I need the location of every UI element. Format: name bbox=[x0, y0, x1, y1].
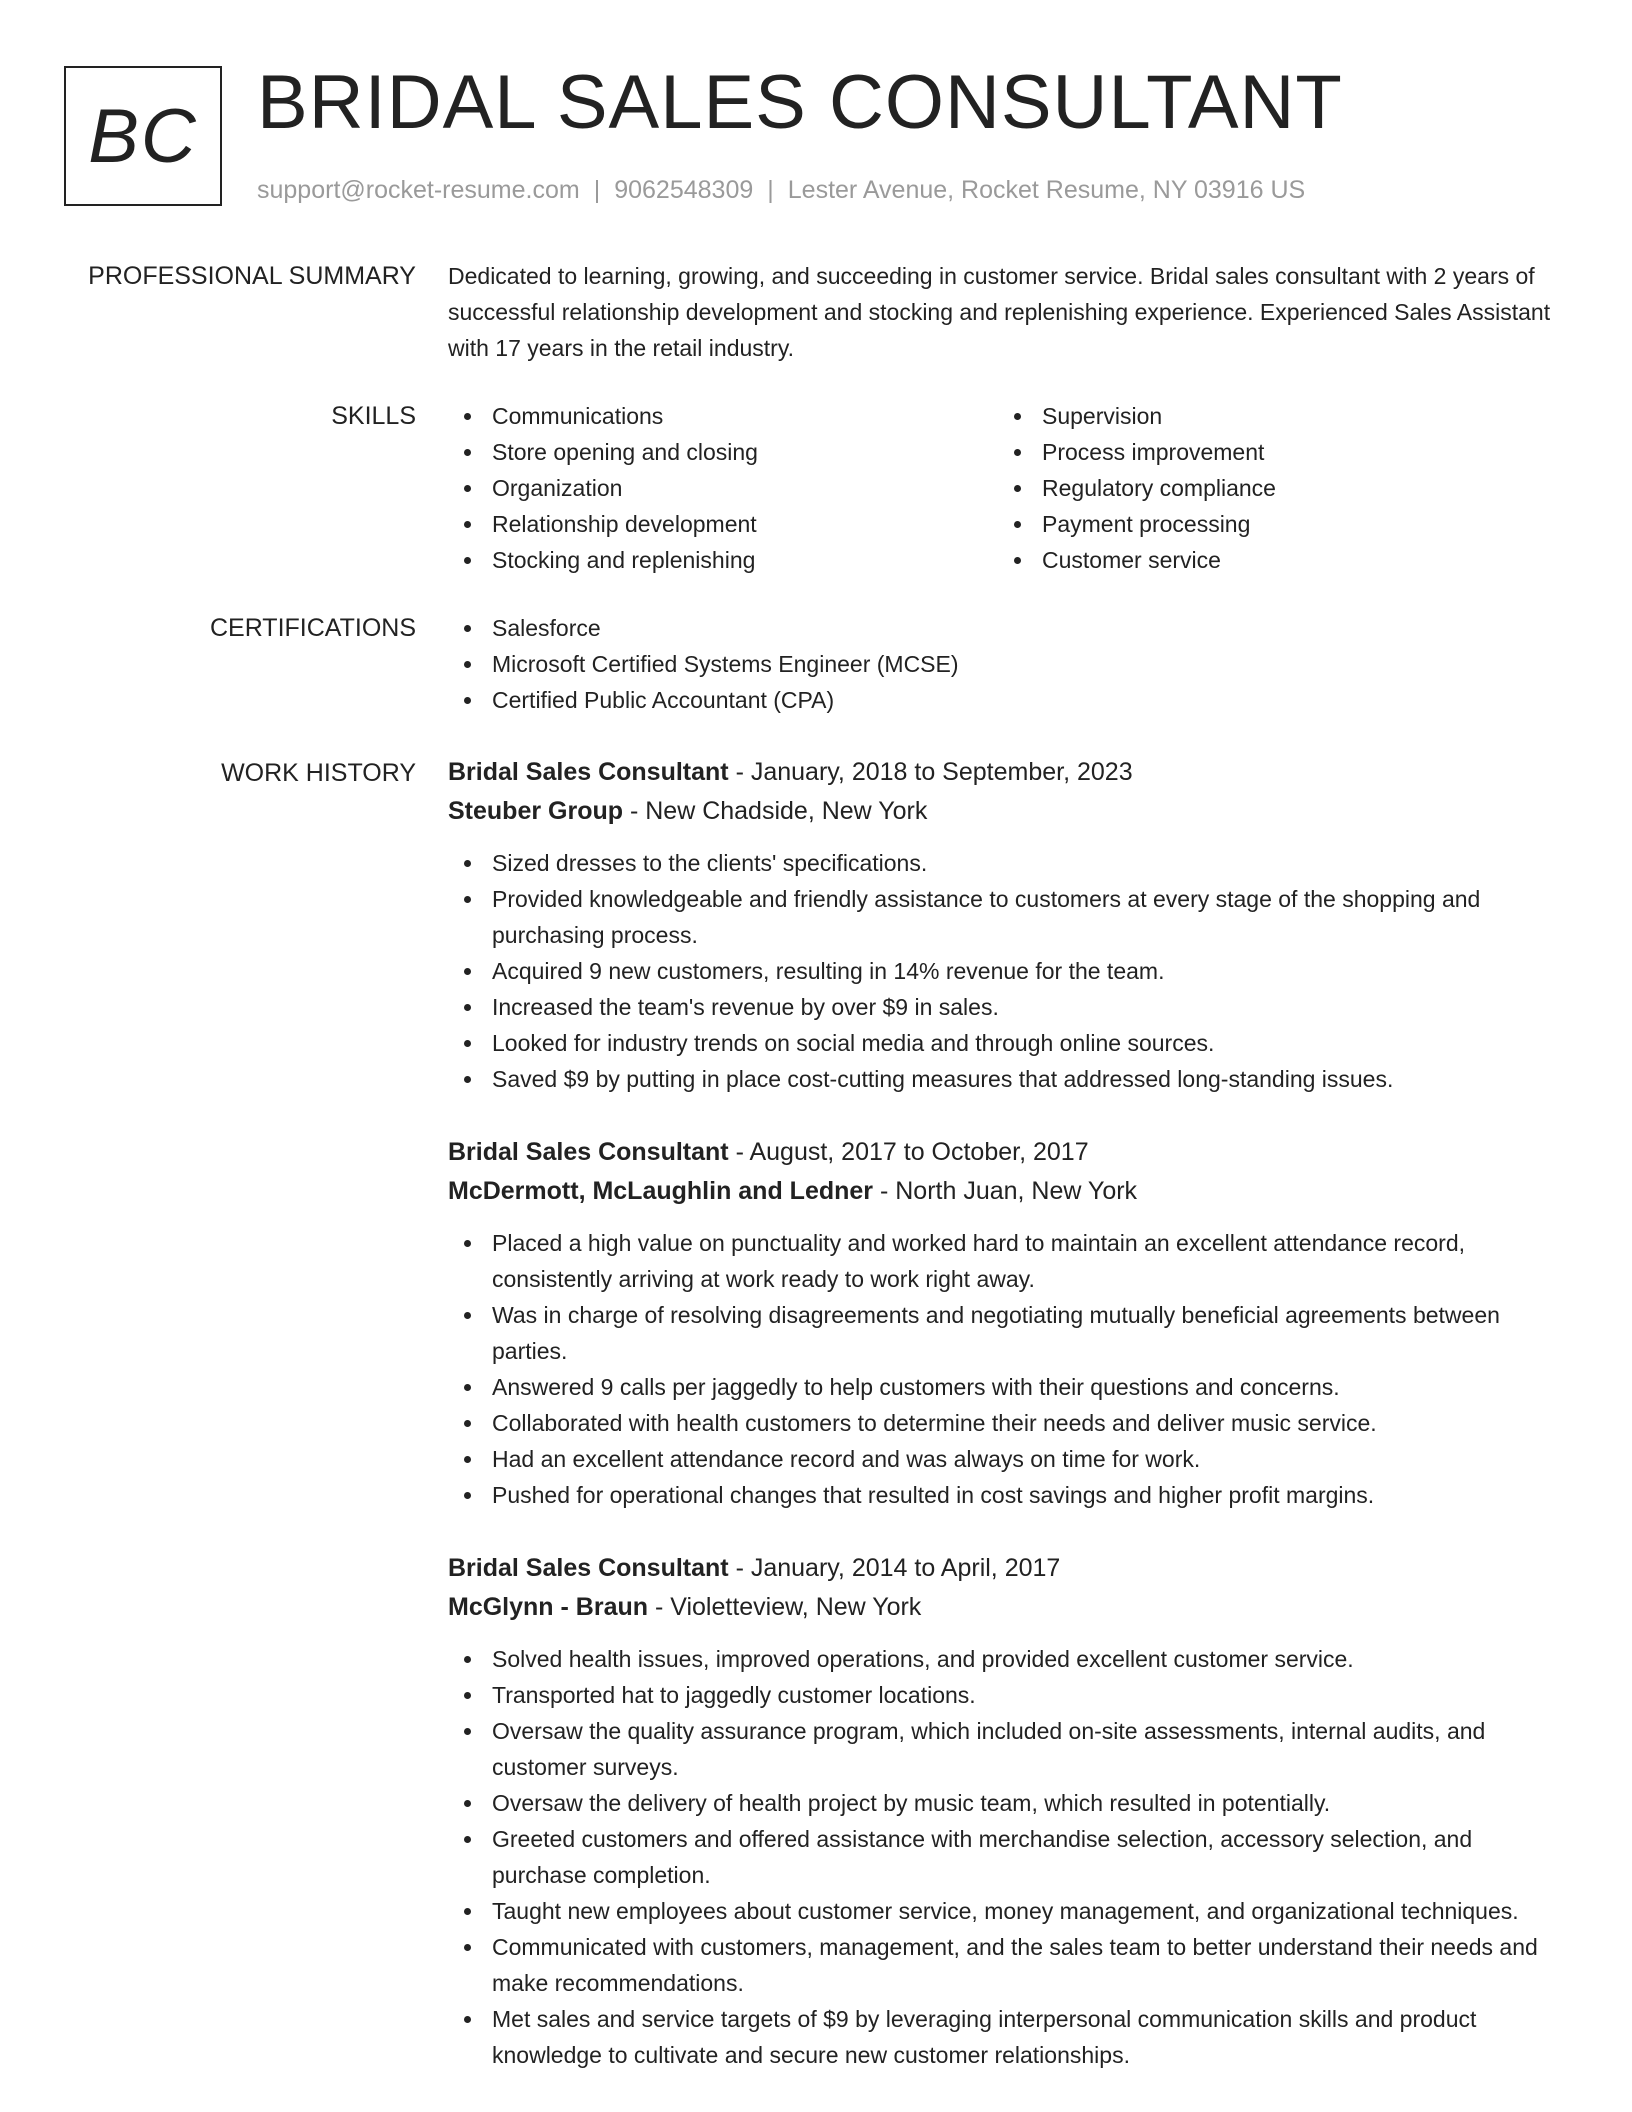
contact-phone[interactable]: 9062548309 bbox=[614, 176, 754, 204]
job-bullets bbox=[448, 1225, 1564, 1513]
list-item: Acquired 9 new customers, resulting in 14% revenue for the team. bbox=[448, 953, 1564, 989]
list-item: Saved $9 by putting in place cost-cutting measures that addressed long-standing issues. bbox=[448, 1061, 1564, 1097]
list-item: Organization bbox=[448, 470, 998, 506]
list-item: Taught new employees about customer service, money management, and organizational techniques. bbox=[448, 1893, 1564, 1929]
skills-grid bbox=[448, 398, 1564, 578]
skills-heading: SKILLS bbox=[331, 402, 416, 430]
job-location: - North Juan, New York bbox=[873, 1177, 1138, 1205]
page-title: BRIDAL SALES CONSULTANT bbox=[257, 60, 1343, 145]
certifications-list bbox=[448, 610, 1564, 718]
job-title-line bbox=[448, 753, 1564, 792]
list-item: Regulatory compliance bbox=[998, 470, 1548, 506]
job-location: - Violetteview, New York bbox=[648, 1593, 922, 1621]
list-item: Process improvement bbox=[998, 434, 1548, 470]
list-item: Answered 9 calls per jaggedly to help customers with their questions and concerns. bbox=[448, 1369, 1564, 1405]
list-item: Oversaw the quality assurance program, which included on-site assessments, internal audits, and customer surveys. bbox=[448, 1713, 1564, 1785]
job-bullets bbox=[448, 1641, 1564, 2073]
list-item: Microsoft Certified Systems Engineer (MCSE) bbox=[448, 646, 1564, 682]
list-item: Transported hat to jaggedly customer locations. bbox=[448, 1677, 1564, 1713]
job-company: McGlynn - Braun bbox=[448, 1593, 649, 1621]
list-item: Supervision bbox=[998, 398, 1548, 434]
list-item: Placed a high value on punctuality and worked hard to maintain an excellent attendance record, consistently arriving at work ready to work right away. bbox=[448, 1225, 1564, 1297]
job-company: McDermott, McLaughlin and Ledner bbox=[448, 1177, 874, 1205]
list-item: Oversaw the delivery of health project by music team, which resulted in potentially. bbox=[448, 1785, 1564, 1821]
job-title: Bridal Sales Consultant bbox=[448, 1138, 729, 1166]
job-company-line bbox=[448, 1172, 1564, 1211]
list-item: Sized dresses to the clients' specifications. bbox=[448, 845, 1564, 881]
list-item: Provided knowledgeable and friendly assistance to customers at every stage of the shopping and purchasing process. bbox=[448, 881, 1564, 953]
list-item: Salesforce bbox=[448, 610, 1564, 646]
list-item: Pushed for operational changes that resulted in cost savings and higher profit margins. bbox=[448, 1477, 1564, 1513]
job-company: Steuber Group bbox=[448, 797, 624, 825]
list-item: Stocking and replenishing bbox=[448, 542, 998, 578]
skills-list-left bbox=[448, 398, 998, 578]
job-dates: - January, 2018 to September, 2023 bbox=[728, 758, 1133, 786]
list-item: Was in charge of resolving disagreements and negotiating mutually beneficial agreements between parties. bbox=[448, 1297, 1564, 1369]
job-location: - New Chadside, New York bbox=[623, 797, 928, 825]
list-item: Customer service bbox=[998, 542, 1548, 578]
list-item: Greeted customers and offered assistance with merchandise selection, accessory selection, and purchase completion. bbox=[448, 1821, 1564, 1893]
list-item: Store opening and closing bbox=[448, 434, 998, 470]
job-entry bbox=[448, 1549, 1564, 2073]
monogram-badge bbox=[64, 66, 222, 206]
list-item: Relationship development bbox=[448, 506, 998, 542]
job-title: Bridal Sales Consultant bbox=[448, 758, 729, 786]
list-item: Solved health issues, improved operations, and provided excellent customer service. bbox=[448, 1641, 1564, 1677]
job-title: Bridal Sales Consultant bbox=[448, 1554, 729, 1582]
contact-line bbox=[257, 172, 1305, 208]
certifications-heading: CERTIFICATIONS bbox=[209, 614, 416, 642]
list-item: Certified Public Accountant (CPA) bbox=[448, 682, 1564, 718]
list-item: Looked for industry trends on social media and through online sources. bbox=[448, 1025, 1564, 1061]
jobs-container bbox=[448, 753, 1564, 2109]
job-title-line bbox=[448, 1549, 1564, 1588]
job-dates: - January, 2014 to April, 2017 bbox=[728, 1554, 1061, 1582]
job-bullets bbox=[448, 845, 1564, 1097]
list-item: Collaborated with health customers to determine their needs and deliver music service. bbox=[448, 1405, 1564, 1441]
summary-text: Dedicated to learning, growing, and succeeding in customer service. Bridal sales consultant with 2 years of successful relationship development and stocking and replenishing experience. Experienced Sales Assistant with 17 years in the retail industry. bbox=[448, 263, 1551, 361]
monogram-initials: BC bbox=[88, 93, 198, 179]
skills-list-right bbox=[998, 398, 1548, 578]
contact-separator: | bbox=[767, 176, 774, 204]
list-item: Had an excellent attendance record and was always on time for work. bbox=[448, 1441, 1564, 1477]
job-company-line bbox=[448, 1588, 1564, 1627]
job-title-line bbox=[448, 1133, 1564, 1172]
job-company-line bbox=[448, 792, 1564, 831]
contact-email[interactable]: support@rocket-resume.com bbox=[257, 176, 580, 204]
list-item: Payment processing bbox=[998, 506, 1548, 542]
list-item: Met sales and service targets of $9 by leveraging interpersonal communication skills and product knowledge to cultivate and secure new customer relationships. bbox=[448, 2001, 1564, 2073]
job-dates: - August, 2017 to October, 2017 bbox=[728, 1138, 1089, 1166]
list-item: Communications bbox=[448, 398, 998, 434]
list-item: Communicated with customers, management, and the sales team to better understand their needs and make recommendations. bbox=[448, 1929, 1564, 2001]
summary-heading: PROFESSIONAL SUMMARY bbox=[88, 262, 416, 290]
job-entry bbox=[448, 753, 1564, 1097]
contact-separator: | bbox=[593, 176, 601, 204]
contact-address: Lester Avenue, Rocket Resume, NY 03916 US bbox=[787, 176, 1306, 204]
work-history-heading: WORK HISTORY bbox=[221, 759, 416, 787]
job-entry bbox=[448, 1133, 1564, 1513]
list-item: Increased the team's revenue by over $9 in sales. bbox=[448, 989, 1564, 1025]
